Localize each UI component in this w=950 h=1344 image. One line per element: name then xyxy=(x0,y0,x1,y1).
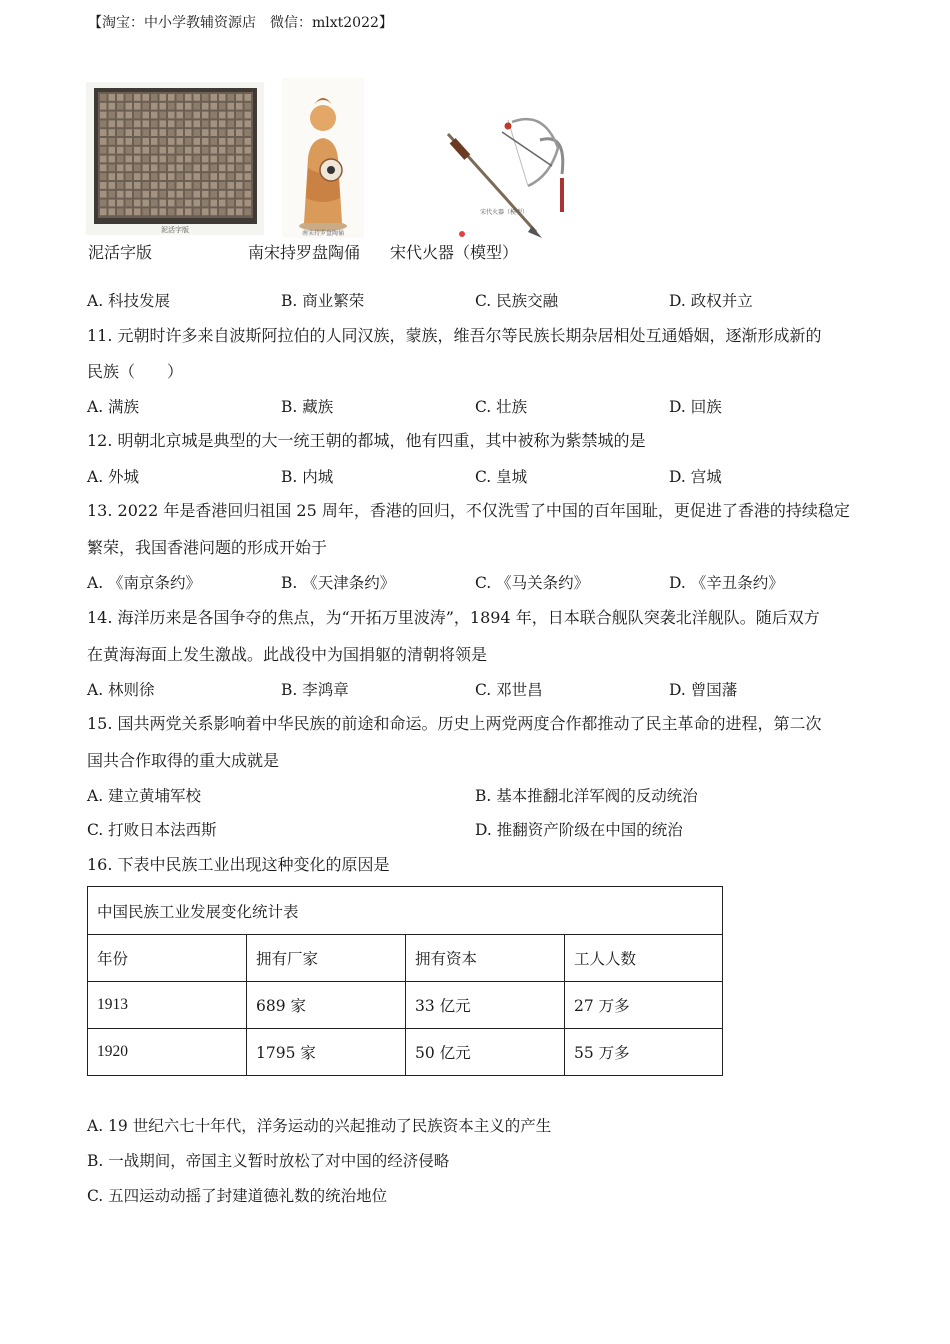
table-row xyxy=(88,1029,723,1076)
q15-option-d: D. 推翻资产阶级在中国的统治 xyxy=(475,821,683,839)
table-header-cell: 拥有厂家 xyxy=(247,935,406,982)
pottery-figurine-image xyxy=(282,78,364,238)
q14-stem-line1: 14. 海洋历来是各国争夺的焦点，为“开拓万里波涛”，1894 年，日本联合舰队突袭北洋舰队。随后双方 xyxy=(87,608,820,627)
table-header-cell: 工人人数 xyxy=(565,935,723,982)
q11-option-c: C. 壮族 xyxy=(475,398,528,416)
q15-option-c: C. 打败日本法西斯 xyxy=(87,821,217,839)
q15-stem-line1: 15. 国共两党关系影响着中华民族的前途和命运。历史上两党两度合作都推动了民主革命的进程，第二次 xyxy=(87,714,822,733)
clay-type-board-image xyxy=(86,82,266,237)
q12-option-c: C. 皇城 xyxy=(475,468,528,486)
q15-option-b: B. 基本推翻北洋军阀的反动统治 xyxy=(475,787,698,805)
table-header-cell: 年份 xyxy=(88,935,247,982)
q13-stem-line2: 繁荣，我国香港问题的形成开始于 xyxy=(87,538,328,557)
table-cell: 50 亿元 xyxy=(406,1029,565,1076)
q13-option-a: A. 《南京条约》 xyxy=(87,574,202,592)
q11-stem-line2: 民族（ ） xyxy=(87,362,184,381)
fig3-caption: 宋代火器（模型） xyxy=(390,243,519,262)
fig2-inner-label: 南宋持罗盘陶俑 xyxy=(301,230,345,237)
q13-option-b: B. 《天津条约》 xyxy=(281,574,396,592)
q14-stem-line2: 在黄海海面上发生激战。此战役中为国捐躯的清朝将领是 xyxy=(87,645,488,664)
q13-stem-line1: 13. 2022 年是香港回归祖国 25 周年，香港的回归，不仅洗雪了中国的百年国耻，更促进了香港的持续稳定 xyxy=(87,501,850,520)
q14-option-a: A. 林则徐 xyxy=(87,681,155,699)
q14-option-c: C. 邓世昌 xyxy=(475,681,543,699)
table-cell: 689 家 xyxy=(247,982,406,1029)
q12-option-b: B. 内城 xyxy=(281,468,334,486)
table-header-cell: 拥有资本 xyxy=(406,935,565,982)
q12-option-d: D. 宫城 xyxy=(669,468,722,486)
table-cell: 1913 xyxy=(88,982,247,1029)
table-title: 中国民族工业发展变化统计表 xyxy=(88,887,723,935)
q16-option-b: B. 一战期间，帝国主义暂时放松了对中国的经济侵略 xyxy=(87,1152,450,1170)
q16-option-a: A. 19 世纪六七十年代，洋务运动的兴起推动了民族资本主义的产生 xyxy=(87,1117,552,1135)
q15-option-a: A. 建立黄埔军校 xyxy=(87,787,202,805)
q10-option-a: A. 科技发展 xyxy=(87,292,171,310)
firearm-model-image xyxy=(442,104,570,242)
table-cell: 1795 家 xyxy=(247,1029,406,1076)
fig2-caption: 南宋持罗盘陶俑 xyxy=(248,243,361,262)
table-cell: 1920 xyxy=(88,1029,247,1076)
fig1-inner-label: 泥活字版 xyxy=(161,226,189,234)
q10-option-b: B. 商业繁荣 xyxy=(281,292,365,310)
q13-option-c: C. 《马关条约》 xyxy=(475,574,590,592)
q14-option-b: B. 李鸿章 xyxy=(281,681,349,699)
q11-stem-line1: 11. 元朝时许多来自波斯阿拉伯的人同汉族，蒙族，维吾尔等民族长期杂居相处互通婚姻，逐渐形成新的 xyxy=(87,326,822,345)
q16-stem: 16. 下表中民族工业出现这种变化的原因是 xyxy=(87,855,390,874)
q13-option-d: D. 《辛丑条约》 xyxy=(669,574,784,592)
table-cell: 27 万多 xyxy=(565,982,723,1029)
table-title-row xyxy=(88,887,723,935)
q12-option-a: A. 外城 xyxy=(87,468,140,486)
fig3-inner-label: 宋代火器（模型） xyxy=(480,209,529,216)
q10-option-c: C. 民族交融 xyxy=(475,292,559,310)
q15-stem-line2: 国共合作取得的重大成就是 xyxy=(87,751,280,770)
q11-option-a: A. 满族 xyxy=(87,398,140,416)
table-row xyxy=(88,982,723,1029)
table-header-row xyxy=(88,935,723,982)
q11-option-d: D. 回族 xyxy=(669,398,722,416)
industry-stats-table xyxy=(87,886,723,1076)
table-cell: 33 亿元 xyxy=(406,982,565,1029)
q14-option-d: D. 曾国藩 xyxy=(669,681,738,699)
q16-option-c: C. 五四运动动摇了封建道德礼数的统治地位 xyxy=(87,1187,388,1205)
fig1-caption: 泥活字版 xyxy=(88,243,153,262)
q11-option-b: B. 藏族 xyxy=(281,398,334,416)
table-cell: 55 万多 xyxy=(565,1029,723,1076)
q12-stem: 12. 明朝北京城是典型的大一统王朝的都城，他有四重，其中被称为紫禁城的是 xyxy=(87,431,646,450)
page-header: 【淘宝：中小学教辅资源店 微信：mlxt2022】 xyxy=(88,15,393,31)
q10-option-d: D. 政权并立 xyxy=(669,292,753,310)
